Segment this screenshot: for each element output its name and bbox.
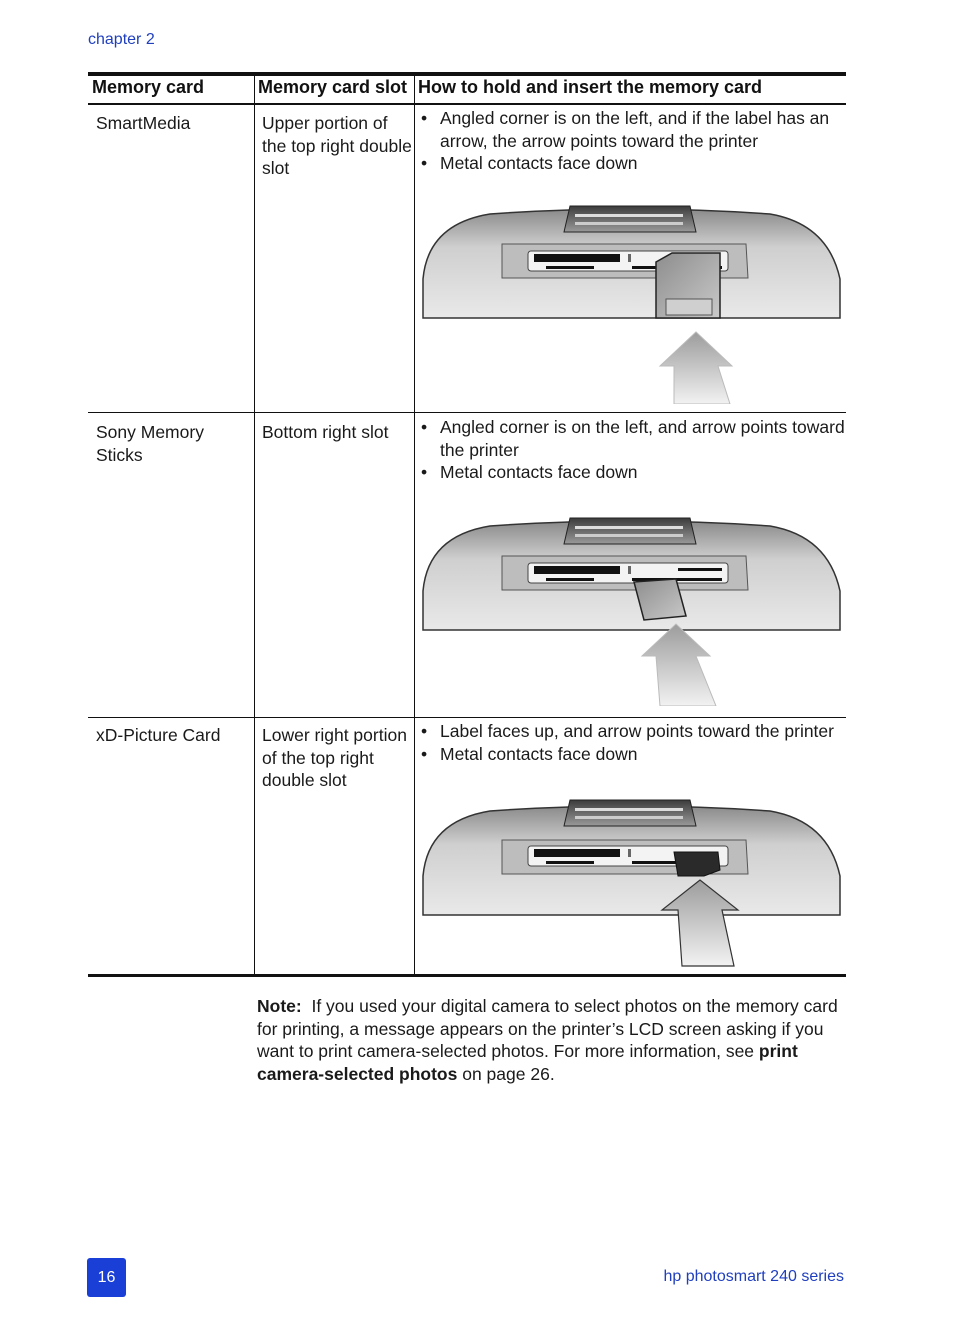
column-header-instructions: How to hold and insert the memory card: [418, 77, 763, 97]
note-paragraph: [257, 995, 847, 1085]
column-header-card: Memory card: [92, 77, 205, 97]
row-divider: [88, 412, 846, 413]
instruction-list: [418, 720, 846, 765]
table-row-card-name: SmartMedia: [96, 113, 191, 133]
smartmedia-insert-illustration: [420, 204, 844, 409]
chapter-label: chapter 2: [88, 31, 155, 48]
memory-card-table: [88, 72, 846, 977]
table-bottom-rule: [88, 974, 846, 977]
instruction-item: • Metal contacts face down: [418, 152, 846, 175]
column-header-slot: Memory card slot: [258, 77, 408, 97]
table-row-slot: Bottom right slot: [262, 422, 389, 442]
instruction-item: • Label faces up, and arrow points toward the printer: [418, 720, 846, 743]
instruction-item: • Metal contacts face down: [418, 743, 846, 766]
column-divider: [414, 74, 415, 974]
instruction-item: • Metal contacts face down: [418, 461, 846, 484]
xd-card-insert-illustration: [420, 798, 844, 973]
table-header-rule: [88, 103, 846, 105]
column-divider: [254, 74, 255, 974]
note-label: Note:: [257, 996, 302, 1016]
page-number: 16: [97, 1268, 116, 1286]
table-row-slot: Upper portion of the top right double slot: [262, 113, 412, 178]
instruction-item: • Angled corner is on the left, and if the label has an arrow, the arrow points toward the printer: [418, 107, 846, 152]
instruction-item: • Angled corner is on the left, and arrow points toward the printer: [418, 416, 846, 461]
page-number-badge: [87, 1258, 126, 1297]
memory-stick-insert-illustration: [420, 516, 844, 711]
table-row-card-name: Sony Memory Sticks: [96, 422, 204, 465]
instruction-list: [418, 107, 846, 175]
product-name: hp photosmart 240 series: [663, 1268, 844, 1285]
row-divider: [88, 717, 846, 718]
note-text: If you used your digital camera to select photos on the memory card for printing, a message appears on the printer’s LCD screen asking if you want to print camera-selected photos. For more information, see: [257, 996, 838, 1061]
table-row-slot: Lower right portion of the top right double slot: [262, 725, 407, 790]
instruction-list: [418, 416, 846, 484]
table-row-card-name: xD-Picture Card: [96, 725, 221, 745]
table-top-rule: [88, 72, 846, 76]
note-link[interactable]: print camera-selected photos: [257, 1041, 798, 1084]
note-text-end: on page 26.: [462, 1063, 555, 1084]
